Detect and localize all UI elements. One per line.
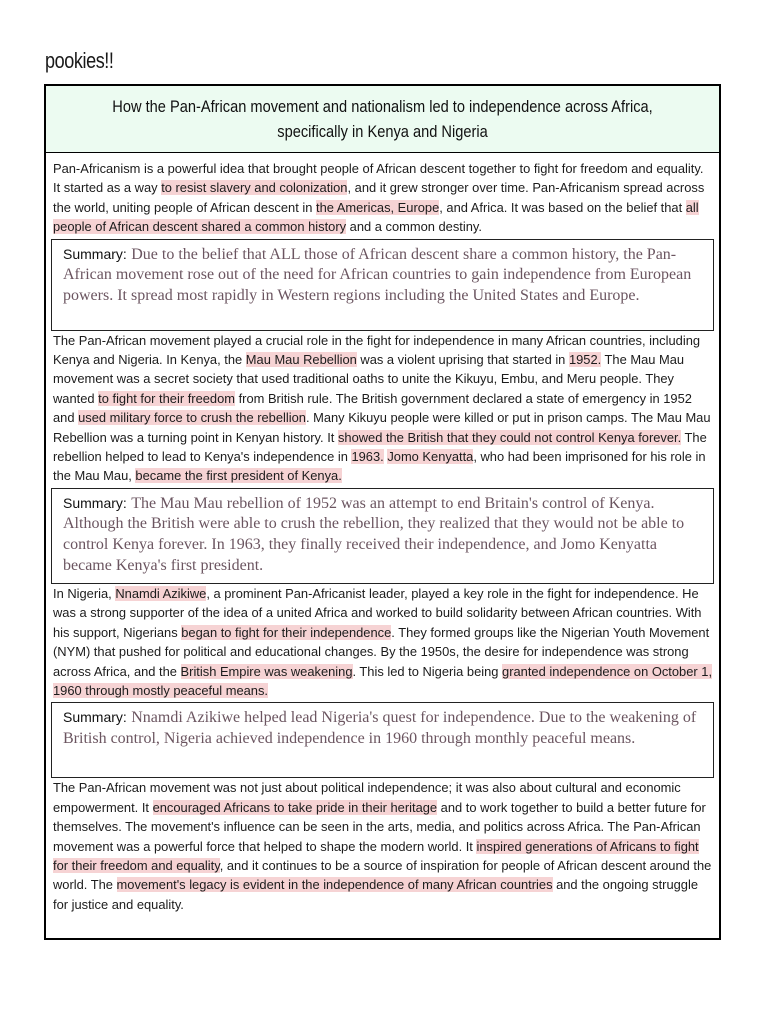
- text-run: . Many Kikuyu people were killed or put in prison camps. The Mau Mau Rebellion was a turning point in Kenyan history. It: [53, 410, 711, 445]
- text-run: Pan-Africanism is a powerful idea that brought people of African descent together to fight for freedom and equality. It started as a way: [53, 161, 704, 196]
- text-run: The Pan-African movement was not just about political independence; it was also about cultural and economic empowerment. It: [53, 780, 681, 815]
- text-run: was a violent uprising that started in: [356, 352, 569, 368]
- highlight: began to fight for their independence: [181, 624, 392, 640]
- highlight: to resist slavery and colonization: [161, 180, 348, 196]
- summary-text: The Mau Mau rebellion of 1952 was an attempt to end Britain's control of Kenya. Although the British were able to crush the rebellion, they realized that they would not be able to control Kenya forever. In 1963, they finally received their independence, and Jomo Kenyatta became Kenya's first president.: [63, 494, 685, 574]
- notes-frame: [44, 84, 721, 940]
- highlight: the Americas, Europe: [316, 199, 440, 215]
- highlight: became the first president of Kenya.: [135, 468, 342, 484]
- paragraph-kenya: [46, 331, 719, 486]
- paragraph-pan-africanism: [46, 159, 719, 237]
- summary-text: Nnamdi Azikiwe helped lead Nigeria's quest for independence. Due to the weakening of British control, Nigeria achieved independence in 1960 through monthly peaceful means.: [63, 709, 697, 747]
- highlight: inspired generations of Africans to fight for their freedom and equality: [53, 838, 699, 873]
- text-run: . They formed groups like the Nigerian Youth Movement (NYM) that pushed for political and educational changes. By the 1950s, the desire for independence was strong across Africa, and the: [53, 624, 710, 679]
- heading-text: How the Pan-African movement and nationalism led to independence across Africa, specifically in Kenya and Nigeria: [112, 97, 653, 141]
- highlight: movement's legacy is evident in the independence of many African countries: [116, 877, 553, 893]
- highlight: British Empire was weakening: [180, 663, 353, 679]
- highlight: encouraged Africans to take pride in their heritage: [152, 799, 438, 815]
- highlight: Jomo Kenyatta: [387, 449, 474, 465]
- summary-box-2: [51, 488, 714, 584]
- text-run: The rebellion helped to lead to Kenya's independence in: [53, 429, 707, 465]
- highlight: Nnamdi Azikiwe: [115, 585, 207, 601]
- text-run: , and it grew stronger over time. Pan-Africanism spread across the world, uniting people of African descent in: [53, 180, 705, 215]
- summary-box-3: [51, 702, 714, 778]
- text-run: , and it continues to be a source of inspiration for people of African descent around the world. The: [53, 857, 712, 893]
- text-run: , a prominent Pan-Africanist leader, played a key role in the fight for independence. He was a strong supporter of the idea of a united Africa and worked to build solidarity between African countries. With his support, Nigerians: [53, 585, 702, 640]
- highlight: 1963.: [351, 449, 384, 465]
- highlight: used military force to crush the rebellion: [78, 410, 306, 426]
- summary-text: Due to the belief that ALL those of African descent share a common history, the Pan-African movement rose out of the need for African countries to gain independence from European powers. It spread most rapidly in Western regions including the United States and Europe.: [63, 245, 692, 304]
- text-run: , who had been imprisoned for his role in the Mau Mau,: [53, 449, 706, 484]
- paragraph-nigeria: [46, 584, 719, 700]
- highlight: showed the British that they could not control Kenya forever.: [337, 429, 682, 445]
- summary-label: Summary:: [63, 245, 127, 262]
- summary-box-1: [51, 239, 714, 331]
- doc-title: pookies!!: [45, 48, 114, 73]
- highlight: granted independence on October 1, 1960 through mostly peaceful means.: [53, 663, 713, 698]
- text-run: from British rule. The British government declared a state of emergency in 1952 and: [53, 390, 692, 426]
- text-run: The Pan-African movement played a crucial role in the fight for independence in many African countries, including Kenya and Nigeria. In Kenya, the: [53, 332, 701, 368]
- text-run: . This led to Nigeria being: [352, 663, 503, 679]
- highlight: 1952.: [568, 352, 602, 368]
- summary-label: Summary:: [63, 709, 127, 726]
- heading-box: [46, 86, 719, 153]
- text-run: The Mau Mau movement was a secret society that used traditional oaths to unite the Kikuyu, Embu, and Meru people. They wanted: [53, 352, 685, 406]
- highlight: Mau Mau Rebellion: [245, 352, 357, 368]
- text-run: and a common destiny.: [346, 219, 482, 235]
- text-run: In Nigeria,: [53, 585, 116, 601]
- highlight: to fight for their freedom: [98, 390, 236, 406]
- text-run: and the ongoing struggle for justice and equality.: [53, 877, 699, 912]
- paragraph-legacy: [46, 778, 719, 914]
- text-run: , and Africa. It was based on the belief that: [439, 199, 686, 215]
- highlight: all people of African descent shared a common history: [53, 199, 699, 235]
- text-run: and to work together to build a better future for themselves. The movement's influence can be seen in the arts, media, and politics across Africa. The Pan-African movement was a powerful force that helped to shape the modern world. It: [53, 799, 706, 854]
- summary-label: Summary:: [63, 494, 127, 511]
